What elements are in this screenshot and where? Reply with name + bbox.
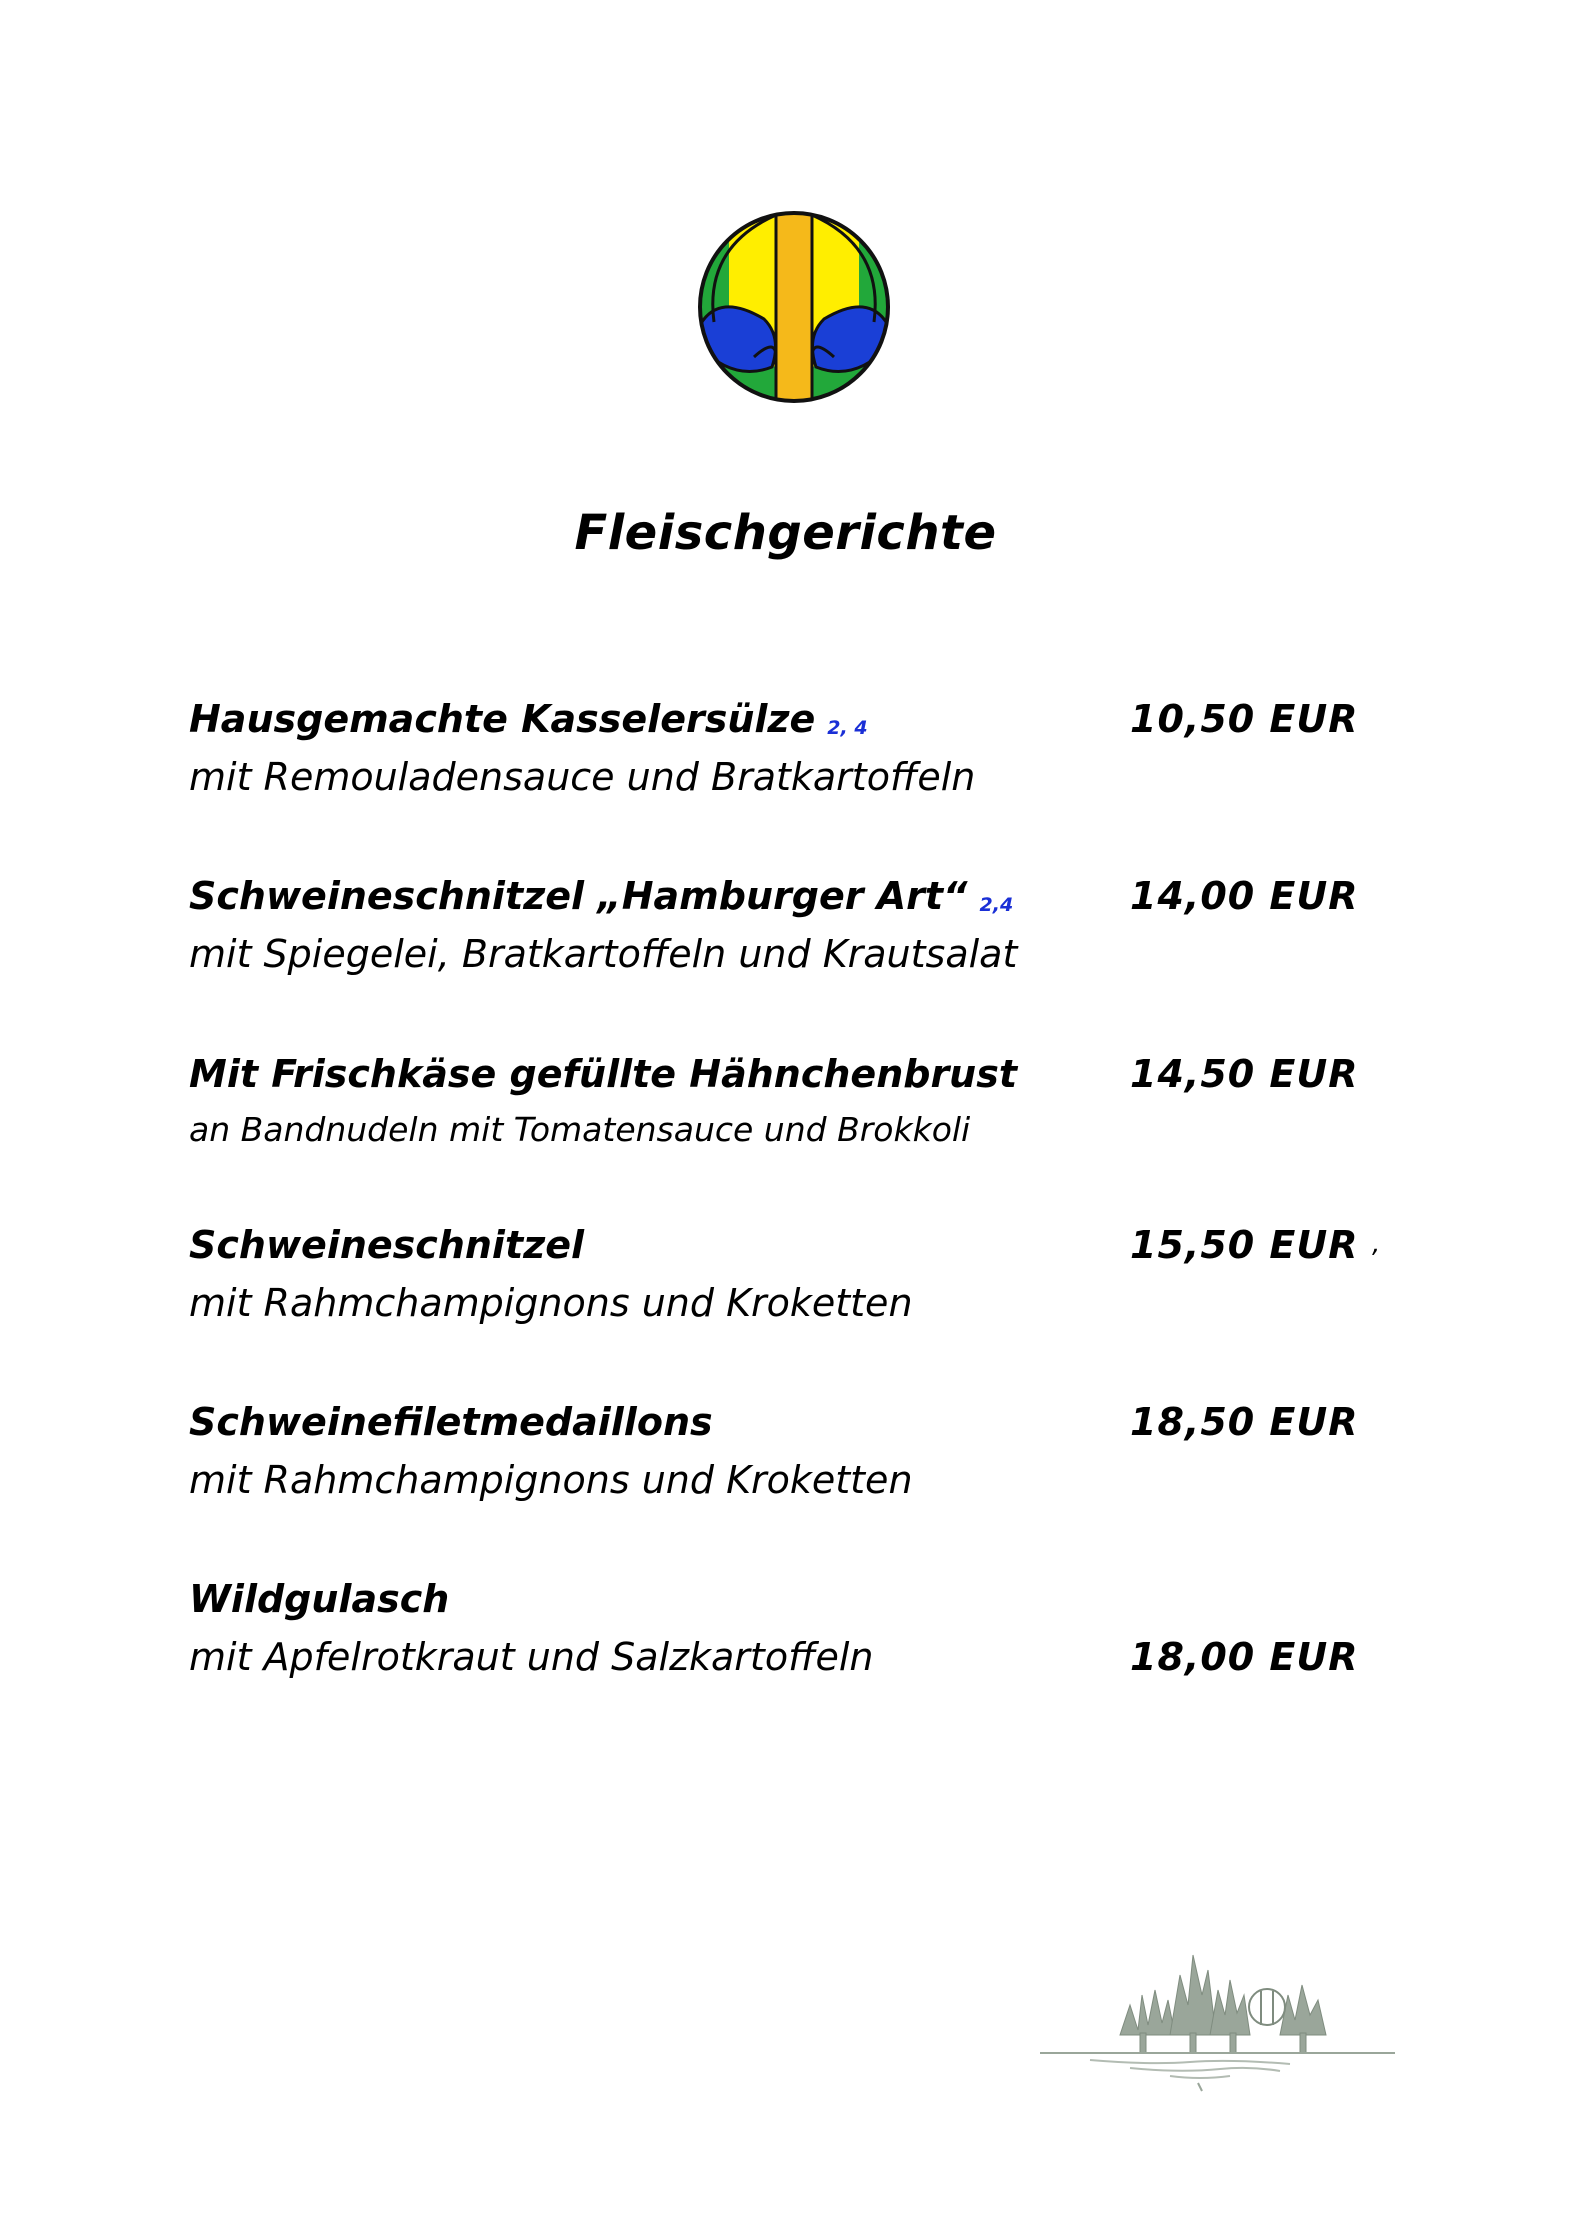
menu-item-name-text: Wildgulasch <box>189 1577 450 1621</box>
menu-item-name-text: Schweineschnitzel „Hamburger Art“ <box>189 874 968 918</box>
menu-item-name <box>189 1575 449 1623</box>
menu-item-name <box>189 1398 713 1446</box>
menu-item-description: mit Remouladensauce und Bratkartoffeln <box>189 755 976 799</box>
menu-item-price: 18,50 EUR <box>1130 1400 1359 1444</box>
menu-item-name-text: Hausgemachte Kasselersülze <box>189 697 816 741</box>
menu-item-name <box>189 872 1013 927</box>
menu-item-name-text: Schweinefiletmedaillons <box>189 1400 713 1444</box>
menu-item-name-text: Schweineschnitzel <box>189 1223 585 1267</box>
menu-item-price: 18,00 EUR <box>1130 1635 1359 1679</box>
menu-item-name-text: Mit Frischkäse gefüllte Hähnchenbrust <box>189 1052 1018 1096</box>
menu-item-description: an Bandnudeln mit Tomatensauce und Brokkoli <box>189 1110 971 1149</box>
menu-item-price: 14,00 EUR <box>1130 874 1359 918</box>
allergen-codes: 2, 4 <box>827 717 868 739</box>
forest-lake-landscape-icon <box>1030 1935 1400 2095</box>
menu-item-description: mit Spiegelei, Bratkartoffeln und Krautsalat <box>189 932 1018 976</box>
menu-item-price: 15,50 EUR <box>1130 1223 1359 1267</box>
menu-item-name <box>189 1050 1017 1098</box>
menu-item-description: mit Rahmchampignons und Kroketten <box>189 1281 913 1325</box>
menu-item-price: 10,50 EUR <box>1130 697 1359 741</box>
menu-item-name <box>189 1221 584 1269</box>
restaurant-logo-icon <box>694 207 894 407</box>
menu-item-description: mit Rahmchampignons und Kroketten <box>189 1458 913 1502</box>
allergen-codes: 2,4 <box>979 894 1014 916</box>
menu-item-price: 14,50 EUR <box>1130 1052 1359 1096</box>
stray-comma-mark: , <box>1372 1229 1381 1259</box>
page-title: Fleischgerichte <box>574 505 997 561</box>
menu-item-name <box>189 695 868 750</box>
menu-item-description: mit Apfelrotkraut und Salzkartoffeln <box>189 1635 874 1679</box>
